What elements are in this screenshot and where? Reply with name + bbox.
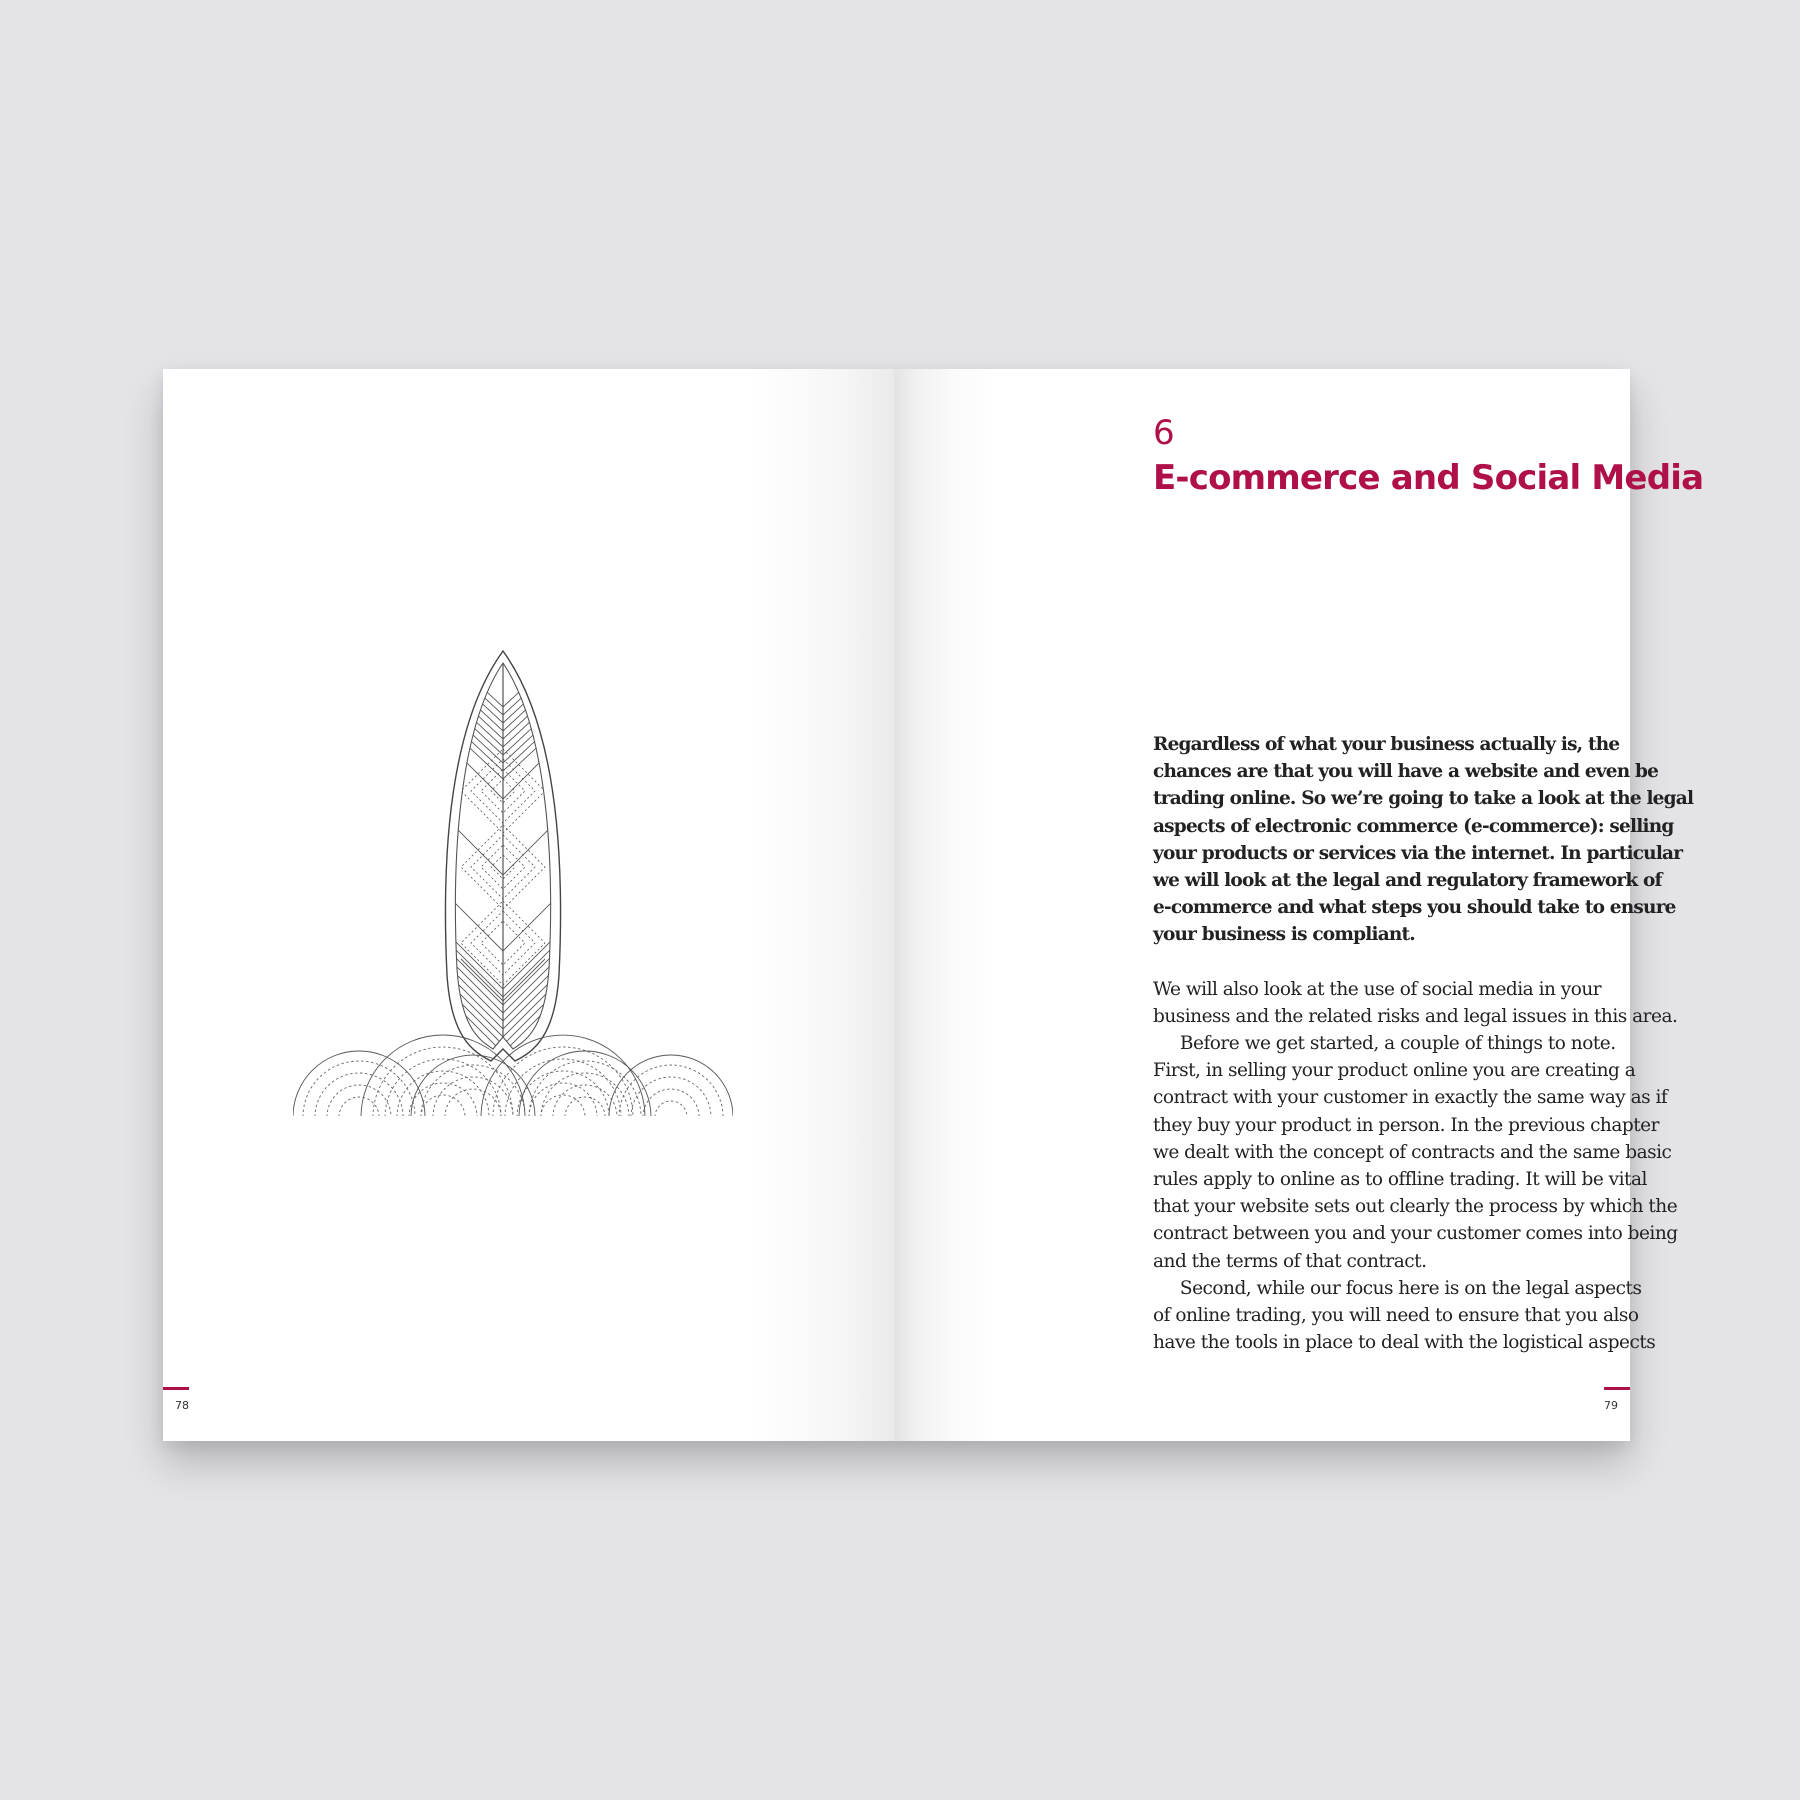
page-number-left: 78 bbox=[175, 1399, 189, 1412]
intro-line: chances are that you will have a website and even be bbox=[1153, 761, 1659, 783]
body-line: First, in selling your product online you are creating a bbox=[1153, 1060, 1636, 1082]
body-line: they buy your product in person. In the previous chapter bbox=[1153, 1114, 1659, 1136]
body-line: Second, while our focus here is on the legal aspects bbox=[1153, 1277, 1642, 1299]
intro-line: trading online. So we’re going to take a look at the legal bbox=[1153, 788, 1694, 810]
body-line: contract with your customer in exactly the same way as if bbox=[1153, 1087, 1668, 1109]
intro-paragraph bbox=[1153, 731, 1693, 949]
paragraph-gap bbox=[1153, 949, 1693, 976]
body-line: have the tools in place to deal with the logistical aspects bbox=[1153, 1332, 1656, 1354]
page-number-right: 79 bbox=[1604, 1399, 1618, 1412]
right-page bbox=[894, 369, 1704, 1441]
body-paragraphs bbox=[1153, 976, 1693, 1357]
intro-line: your business is compliant. bbox=[1153, 924, 1415, 946]
surfboard-illustration bbox=[293, 639, 733, 1129]
body-line: Before we get started, a couple of things to note. bbox=[1153, 1033, 1616, 1055]
body-line: contract between you and your customer comes into being bbox=[1153, 1223, 1678, 1245]
intro-line: aspects of electronic commerce (e-commerce): selling bbox=[1153, 815, 1674, 837]
folio-rule-right bbox=[1604, 1387, 1630, 1390]
intro-line: Regardless of what your business actually is, the bbox=[1153, 734, 1620, 755]
intro-line: your products or services via the internet. In particular bbox=[1153, 842, 1683, 864]
body-line: business and the related risks and legal issues in this area. bbox=[1153, 1005, 1678, 1027]
body-text bbox=[1153, 731, 1693, 1356]
chapter-number: 6 bbox=[1153, 413, 1175, 453]
body-line: rules apply to online as to offline trading. It will be vital bbox=[1153, 1169, 1647, 1191]
body-line: that your website sets out clearly the process by which the bbox=[1153, 1196, 1678, 1218]
intro-line: we will look at the legal and regulatory framework of bbox=[1153, 870, 1662, 892]
folio-rule-left bbox=[163, 1387, 189, 1390]
left-page bbox=[163, 369, 894, 1441]
body-line: and the terms of that contract. bbox=[1153, 1250, 1427, 1272]
book-spread bbox=[163, 369, 1704, 1441]
body-line: We will also look at the use of social media in your bbox=[1153, 978, 1602, 1000]
chapter-title: E-commerce and Social Media bbox=[1153, 458, 1704, 498]
body-line: of online trading, you will need to ensure that you also bbox=[1153, 1305, 1639, 1327]
body-line: we dealt with the concept of contracts and the same basic bbox=[1153, 1141, 1672, 1163]
intro-line: e-commerce and what steps you should take to ensure bbox=[1153, 897, 1676, 919]
